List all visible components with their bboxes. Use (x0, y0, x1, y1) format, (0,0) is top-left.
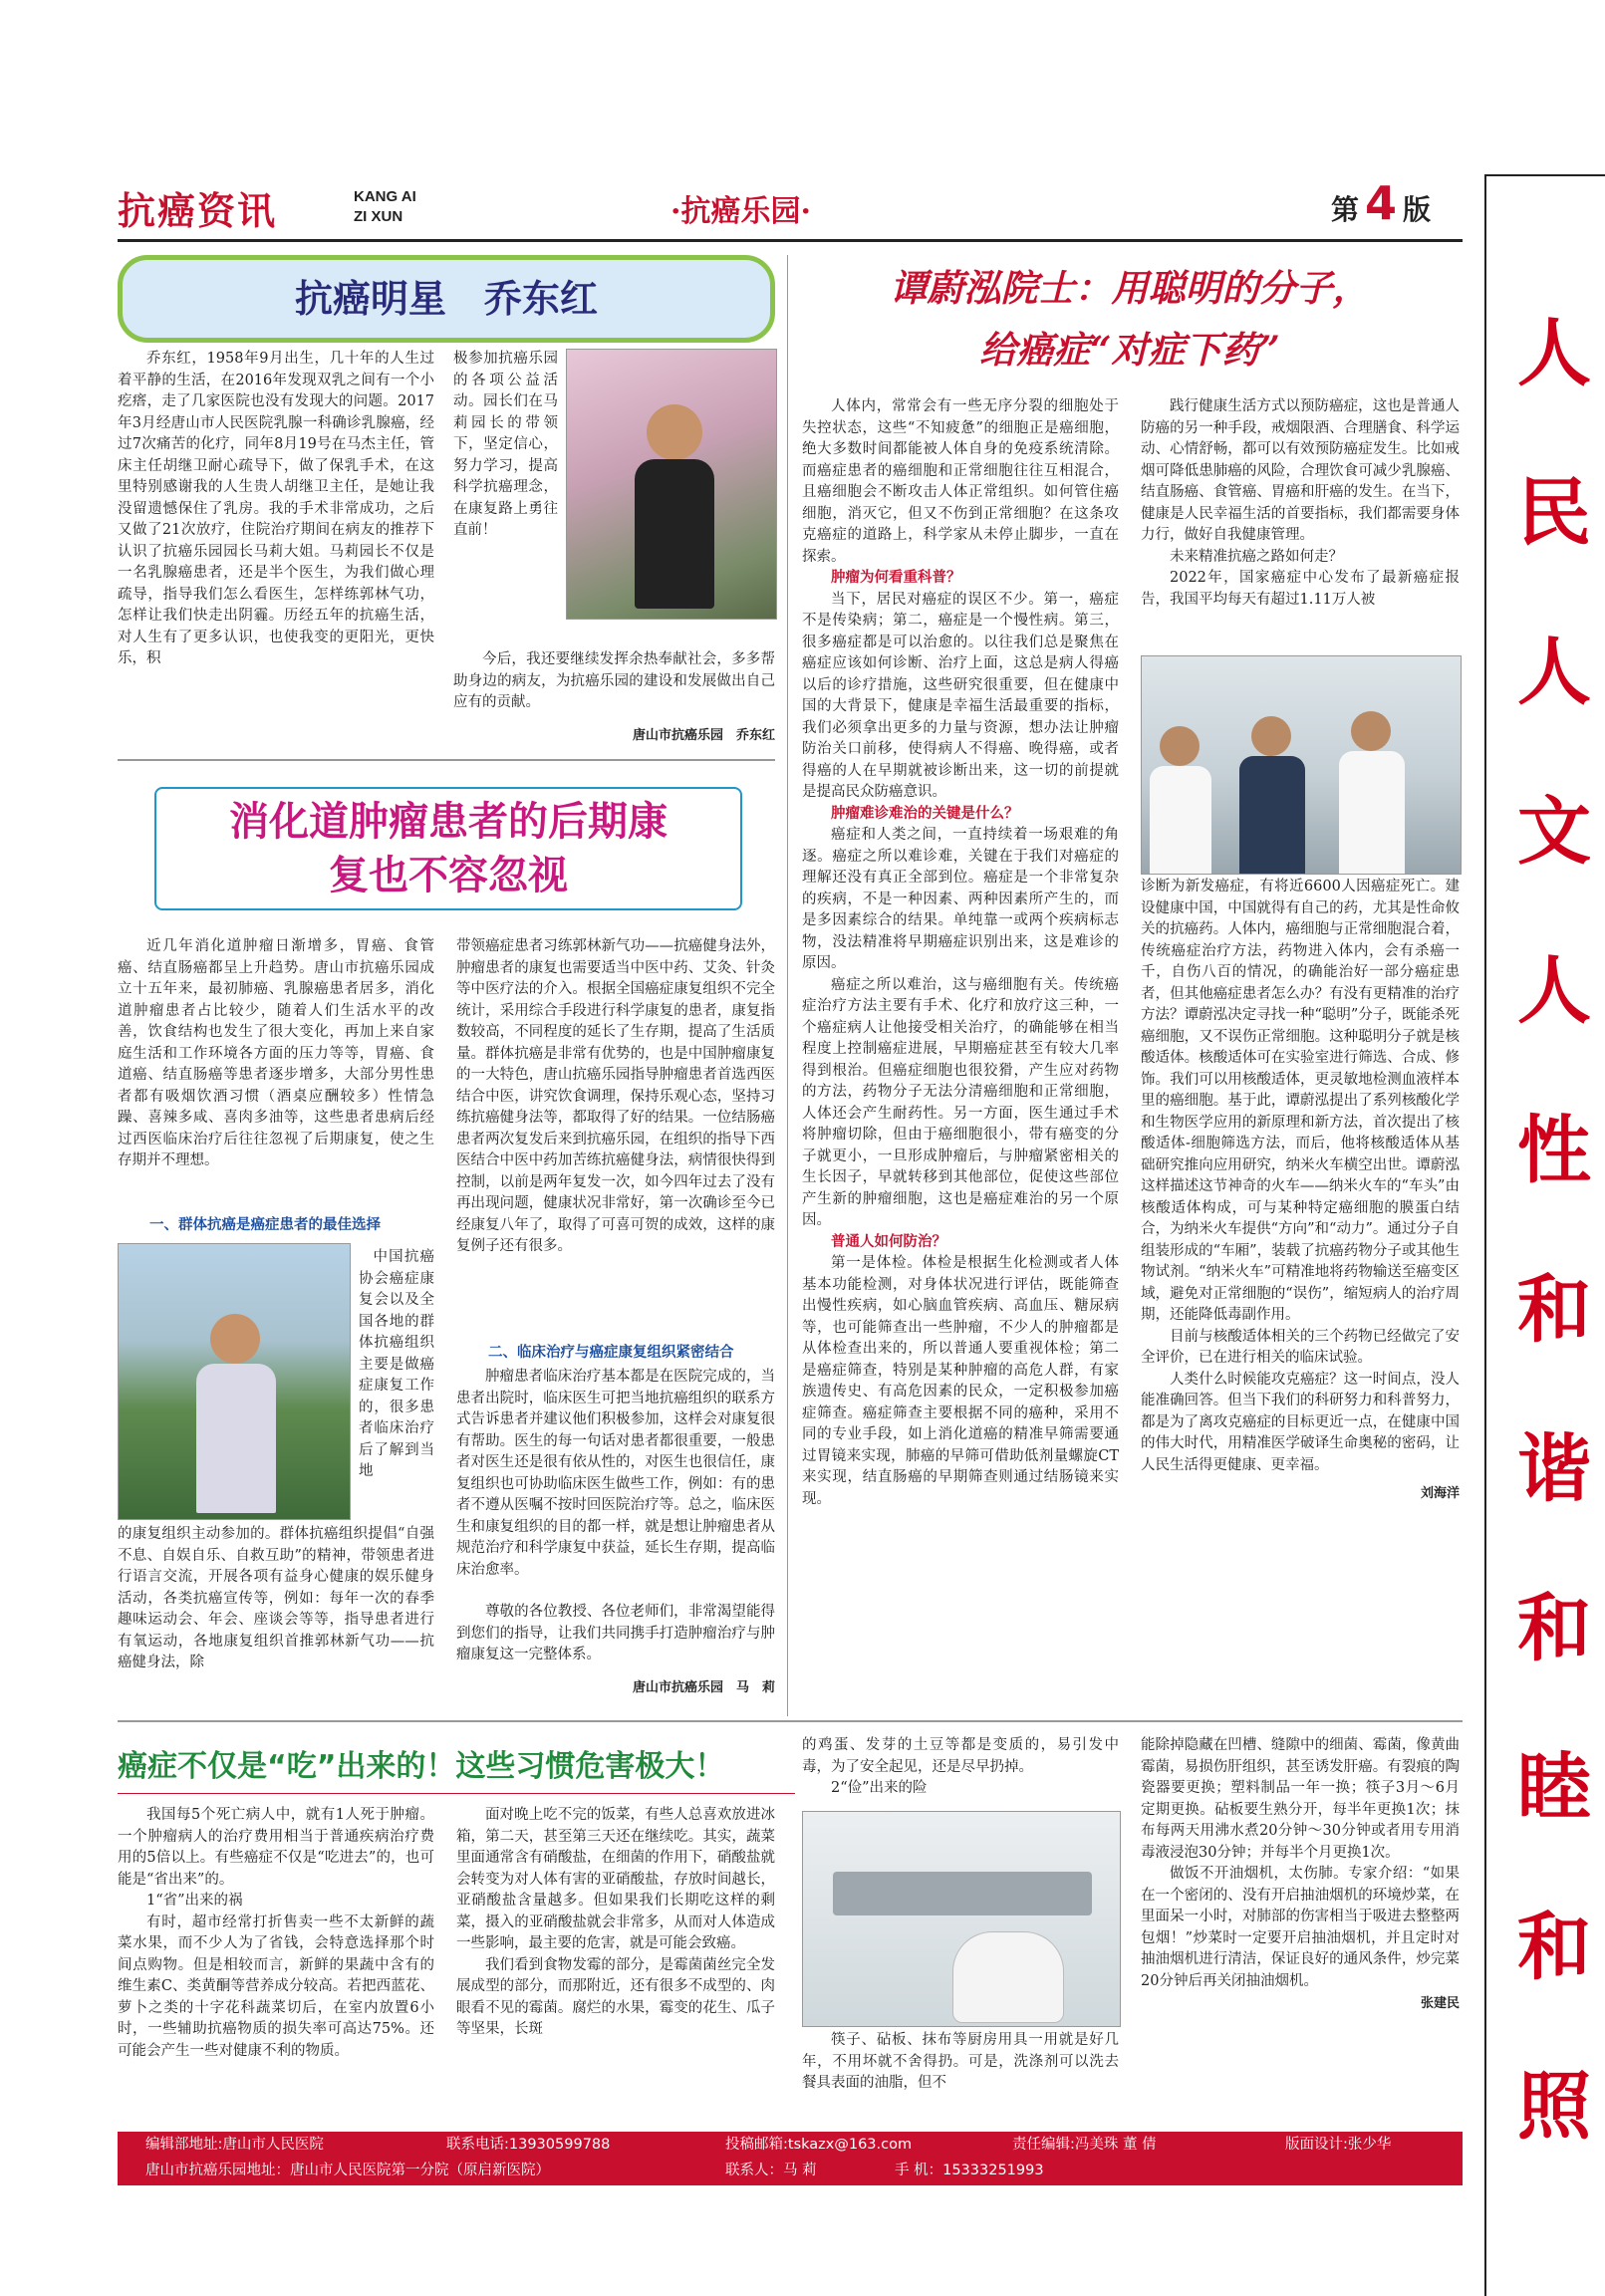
art3-lab-photo (1141, 655, 1462, 875)
art1-body-b: 极参加抗癌乐园的各项公益活动。园长们在马莉园长的带领下，坚定信心，努力学习，提高科学抗癌理念，在康复路上勇往直前！ (453, 351, 558, 538)
art4-para3: 面对晚上吃不完的饭菜，有些人总喜欢放进冰箱，第二天，甚至第三天还在继续吃。其实，蔬菜里面通常含有硝酸盐，在细菌的作用下，硝酸盐就会转变为对人体有害的亚硝酸盐，存放时间越长，亚硝酸盐含量越多。但如果我们长期吃这样的剩菜，摄入的亚硝酸盐就会非常多，从而对人体造成一些影响，最主要的危害，就是可能会致癌。 (456, 1807, 775, 1951)
lab-person-1-icon (1160, 726, 1200, 766)
side-slogan-char: 人 (1517, 948, 1591, 1034)
side-slogan-char: 人 (1517, 630, 1591, 715)
art3-col-b2 (1141, 877, 1460, 1501)
art3-para5: 第一是体检。体检是根据生化检测或者人体基本功能检测，对身体状况进行评估，既能筛查出慢性疾病，如心脑血管疾病、高血压、糖尿病等，也可能筛查出一些肿瘤，不少人的肿瘤都是从体检查出来的，所以普通人要重视体检；第二是癌症筛查，特别是某种肿瘤的高危人群，有家族遗传史、有高危因素的民众，一定积极参加癌症筛查。癌症筛查主要根据不同的癌种，采用不同的专业手段，如上消化道癌的精准早筛需要通过胃镜来实现，肺癌的早筛可借助低剂量螺旋CT来实现，结直肠癌的早期筛查则通过结肠镜来实现。 (802, 1255, 1119, 1507)
bottom-section-rule (118, 1720, 1463, 1722)
art4-para7: 能除掉隐藏在凹槽、缝隙中的细菌、霉菌，像黄曲霉菌，易损伤肝组织，甚至诱发肝癌。有裂痕的陶瓷器要更换；塑料制品一年一换；筷子3月～6月定期更换。砧板要生熟分开，每半年更换1次；抹布每两天用沸水煮20分钟～30分钟或者用专用消毒液浸泡30分钟；并每半个月更换1次。 (1141, 1737, 1460, 1861)
art4-para1: 我国每5个死亡病人中，就有1人死于肿瘤。一个肿瘤病人的治疗费用相当于普通疾病治疗费用的5倍以上。有些癌症不仅是“吃进去”的，也可能是“省出来”的。 (118, 1807, 434, 1888)
art4-para5: 的鸡蛋、发芽的土豆等都是变质的，易引发中毒，为了安全起见，还是尽早扔掉。 (802, 1737, 1119, 1775)
art2-title-line1: 消化道肿瘤患者的后期康 (229, 799, 668, 845)
art4-sub1: 1“省”出来的祸 (146, 1893, 243, 1909)
art2-title-line2: 复也不容忽视 (329, 853, 568, 898)
side-slogan-char: 和 (1517, 1905, 1591, 1990)
art4-range-hood-photo (802, 1811, 1121, 2027)
art3-para11: 人类什么时候能攻克癌症？这一时间点，没人能准确回答。但当下我们的科研努力和科普努力，都是为了离攻克癌症的目标更近一点，在健康中国的伟大时代，用精准医学破译生命奥秘的密码，让人民生活得更健康、更幸福。 (1141, 1371, 1460, 1473)
art4-para2: 有时，超市经常打折售卖一些不太新鲜的蔬菜水果，而不少人为了省钱，会特意选择那个时间点购物。但是相较而言，新鲜的果蔬中含有的维生素C、类黄酮等营养成分较高。若把西蓝花、萝卜之类的十字花科蔬菜切后，在室内放置6小时，一些辅助抗癌物质的损失率可高达75%。还可能会产生一些对健康不利的物质。 (118, 1913, 434, 2059)
art4-para4: 我们看到食物发霉的部分，是霉菌菌丝完全发展成型的部分，而那附近，还有很多不成型的、肉眼看不见的霉菌。腐烂的水果，霉变的花生、瓜子等坚果，长斑 (456, 1956, 775, 2037)
portrait-figure-icon (647, 404, 702, 460)
art2-title-box (154, 787, 742, 910)
art3-para6: 践行健康生活方式以预防癌症，这也是普通人防癌的另一种手段，戒烟限酒、合理膳食、科学运动、心情舒畅，都可以有效预防癌症发生。比如戒烟可降低患肺癌的风险，合理饮食可减少乳腺癌、结直肠癌、食管癌、胃癌和肝癌的发生。在当下，健康是人民幸福生活的首要指标，我们都需要身体力行，做好自我健康管理。 (1141, 398, 1460, 543)
art3-sub1: 肿瘤为何看重科普？ (831, 570, 961, 586)
side-slogan-char: 民 (1517, 470, 1591, 556)
art3-sub3: 普通人如何防治？ (831, 1233, 946, 1250)
range-hood-icon (833, 1872, 1092, 1915)
art4-col1 (118, 1805, 434, 2062)
photo-person-icon (210, 1314, 260, 1364)
page-number (1331, 176, 1431, 230)
masthead-rule (118, 239, 1463, 242)
lab-coat-3-icon (1339, 751, 1405, 874)
footer-address: 编辑部地址:唐山市人民医院 (145, 2137, 324, 2153)
side-slogan (1504, 299, 1604, 2211)
art2-sub2: 二、临床治疗与癌症康复组织紧密结合 (488, 1345, 734, 1361)
art3-para4: 癌症之所以难治，这与癌细胞有关。传统癌症治疗方法主要有手术、化疗和放疗这三种，一个癌症病人让他接受相关治疗，的确能够在相当程度上控制癌症进展，早期癌症甚至有较大几率得到根治。但癌症细胞也很狡猾，产生应对药物的方法，药物分子无法分清癌细胞和正常细胞，人体还会产生耐药性。另一方面，医生通过手术将肿瘤切除，但由于癌细胞很小，带有癌变的分子就更小，一旦形成肿瘤后，与肿瘤紧密相关的生长因子，早就转移到其他部位，促使这些部位产生新的肿瘤细胞，这也是癌症难治的另一个原因。 (802, 976, 1119, 1228)
footer-club-address: 唐山市抗癌乐园地址：唐山市人民医院第一分院（原启新医院） (145, 2163, 550, 2178)
art1-body-a: 乔东红，1958年9月出生，几十年的人生过着平静的生活，在2016年发现双乳之间有一个小疙瘩，走了几家医院也没有发现大的问题。2017年3月经唐山市人民医院乳腺一科确诊乳腺癌，经过7次痛苦的化疗，同年8月19号在马杰主任，管床主任胡继卫耐心疏导下，做了保乳手术，在这里特别感谢我的人生贵人胡继卫主任，是她让我没留遗憾保住了乳房。我的手术非常成功，之后又做了21次放疗，住院治疗期间在病友的推荐下认识了抗癌乐园园长马莉大姐。马莉园长不仅是一名乳腺癌患者，还是半个医生，为我们做心理疏导，指导我们怎么看医生，怎样练郭林气功，怎样让我们快走出阴霾。历经五年的抗癌生活，对人生有了更多认识，也使我变的更阳光，更快乐，积 (118, 351, 434, 666)
section-name: ·抗癌乐园· (670, 194, 811, 229)
masthead-pinyin-2: ZI XUN (354, 208, 403, 225)
art4-col2 (456, 1805, 775, 2041)
art3-byline: 刘海洋 (1420, 1486, 1460, 1501)
art3-para3: 癌症和人类之间，一直持续着一场艰难的角逐。癌症之所以难诊难，关键在于我们对癌症的理解还没有真正全部到位。癌症是一个非常复杂的疾病，不是一种因素、两种因素所产生的，而是多因素综合的结果。单纯靠一或两个疾病标志物，没法精准将早期癌症识别出来，这是难诊的原因。 (802, 827, 1119, 971)
side-slogan-char: 照 (1517, 2064, 1591, 2150)
art4-para8: 做饭不开油烟机，太伤肺。专家介绍：“如果在一个密闭的、没有开启抽油烟机的环境炒菜，在里面呆一小时，对肺部的伤害相当于吸进去整整两包烟！”炒菜时一定要开启抽油烟机，并且定时对抽油烟机进行清洁，保证良好的通风条件，炒完菜20分钟后再关闭抽油烟机。 (1141, 1866, 1460, 1989)
footer (118, 2132, 1463, 2185)
masthead-pinyin-1: KANG AI (354, 188, 416, 205)
art3-col-a (802, 396, 1119, 1510)
lab-person-2-icon (1251, 716, 1291, 756)
art2-col2: 带领癌症患者习练郭林新气功——抗癌健身法外，肿瘤患者的康复也需要适当中医中药、艾灸、针灸等中医疗法的介入。根据全国癌症康复组织不完全统计，采用综合手段进行科学康复的患者，康复指数较高，不同程度的延长了生存期，提高了生活质量。群体抗癌是非常有优势的，也是中国肿瘤康复的一大特色，唐山抗癌乐园指导肿瘤患者首选西医结合中医，讲究饮食调理，保持乐观心态，坚持习练抗癌健身法等，都取得了好的结果。一位结肠癌患者两次复发后来到抗癌乐园，在组织的指导下西医结合中医中药加苦练抗癌健身法，病情很快得到控制，以前是两年复发一次，如今四年过去了没有再出现问题，健康状况非常好，第一次确诊至今已经康复八年了，取得了可喜可贺的成效，这样的康复例子还有很多。 (456, 938, 775, 1254)
art4-para6: 筷子、砧板、抹布等厨房用具一用就是好几年，不用坏就不舍得扔。可是，洗涤剂可以洗去餐具表面的油脂，但不 (802, 2032, 1119, 2091)
page-num: 4 (1365, 176, 1398, 230)
art4-title-underline (118, 1793, 795, 1794)
side-slogan-char: 睦 (1517, 1745, 1591, 1831)
masthead-logo: 抗癌资讯 (118, 188, 278, 233)
art3-para1: 人体内，常常会有一些无序分裂的细胞处于失控状态，这些“不知疲惫”的细胞正是癌细胞，绝大多数时间都能被人体自身的免疫系统清除。而癌症患者的癌细胞和正常细胞往往互相混合，且癌细胞会不断攻击人体正常组织。如何管住癌细胞，消灭它，但又不伤到正常细胞？在这条攻克癌症的道路上，科学家从未停止脚步，一直在探索。 (802, 398, 1119, 565)
art4-sub2: 2“俭”出来的险 (831, 1780, 928, 1796)
art2-col1c: 的康复组织主动参加的。群体抗癌组织提倡“自强不息、自娱自乐、自救互助”的精神，带领患者进行语言交流，开展各项有益身心健康的娱乐健身活动，各类抗癌宣传等，例如：每年一次的春季趣味运动会、年会、座谈会等等，指导患者进行有氧运动，各地康复组织首推郭林新气功——抗癌健身法，除 (118, 1526, 434, 1670)
art2-col2c: 尊敬的各位教授、各位老师们，非常渴望能得到您们的指导，让我们共同携手打造肿瘤治疗与肿瘤康复这一完整体系。 (456, 1604, 775, 1662)
art1-body-c: 今后，我还要继续发挥余热奉献社会，多多帮助身边的病友，为抗癌乐园的建设和发展做出自己应有的贡献。 (453, 651, 775, 710)
art3-col-b (1141, 396, 1460, 611)
art3-para7: 未来精准抗癌之路如何走？ (1170, 548, 1343, 565)
art1-portrait-photo (566, 349, 777, 620)
art3-sub2: 肿瘤难诊难治的关键是什么？ (831, 805, 1019, 822)
lab-person-3-icon (1351, 711, 1391, 751)
side-slogan-char: 和 (1517, 1267, 1591, 1353)
column-divider (787, 255, 788, 1716)
art2-byline: 唐山市抗癌乐园 马 莉 (632, 1680, 775, 1695)
footer-phone: 联系电话:13930599788 (446, 2137, 611, 2153)
art3-title-line1: 谭蔚泓院士：用聪明的分子， (890, 266, 1370, 310)
art3-para2: 当下，居民对癌症的误区不少。第一，癌症不是传染病；第二，癌症是一个慢性病。第三，很多癌症都是可以治愈的。以往我们总是聚焦在癌症应该如何诊断、治疗上面，这总是病人得癌以后的诊疗措施，这些研究很重要，但在健康中国的大背景下，健康是幸福生活最重要的指标，我们必须拿出更多的力量与资源，想办法让肿瘤防治关口前移，使得病人不得癌、晚得癌，或者得癌的人在早期就被诊断出来，这一切的前提就是提高民众防癌意识。 (802, 591, 1119, 800)
art2-sub1: 一、群体抗癌是癌症患者的最佳选择 (149, 1217, 381, 1233)
art4-col3 (802, 1735, 1119, 1800)
lab-coat-1-icon (1150, 766, 1211, 874)
side-slogan-char: 和 (1517, 1586, 1591, 1671)
page-suffix: 版 (1403, 193, 1432, 226)
art3-title (797, 257, 1463, 381)
hand-icon (952, 1931, 1064, 2023)
side-slogan-char: 谐 (1517, 1426, 1591, 1512)
art3-para8: 2022年，国家癌症中心发布了最新癌症报告，我国平均每天有超过1.11万人被 (1141, 570, 1460, 608)
art1-divider (118, 759, 775, 761)
art1-byline: 唐山市抗癌乐园 乔东红 (632, 728, 775, 743)
side-slogan-char: 性 (1517, 1108, 1591, 1193)
masthead (118, 174, 1463, 236)
art2-photo (118, 1243, 351, 1520)
art4-byline: 张建民 (1420, 1996, 1460, 2011)
art1-title-box (118, 255, 775, 343)
art3-para10: 目前与核酸适体相关的三个药物已经做完了安全评价，已在进行相关的临床试验。 (1141, 1328, 1460, 1366)
art2-col1: 近几年消化道肿瘤日渐增多，胃癌、食管癌、结直肠癌都呈上升趋势。唐山市抗癌乐园成立十五年来，最初肺癌、乳腺癌患者居多，消化道肿瘤患者占比较少，随着人们生活水平的改善，饮食结构也发生了很大变化，再加上来自家庭生活和工作环境各方面的压力等等，胃癌、食道癌、结直肠癌等患者逐步增多，大部分男性患者都有吸烟饮酒习惯（酒桌应酬较多）性情急躁、喜辣多咸、喜肉多油等，这些患者患病后经过西医临床治疗后往往忽视了后期康复，使之生存期并不理想。 (118, 938, 434, 1168)
lab-coat-2-icon (1239, 756, 1305, 874)
footer-mobile: 手 机：15333251993 (895, 2163, 1044, 2178)
footer-editors: 责任编辑:冯美珠 董 倩 (1012, 2137, 1157, 2153)
art1-title: 抗癌明星 乔东红 (294, 277, 598, 321)
art4-title: 癌症不仅是“吃”出来的！这些习惯危害极大！ (118, 1749, 725, 1784)
photo-person-body-icon (196, 1364, 276, 1513)
art3-title-line2: 给癌症“对症下药” (979, 328, 1280, 372)
art3-para9: 诊断为新发癌症，有将近6600人因癌症死亡。建设健康中国，中国就得有自己的药，尤其是性命攸关的抗癌药。人体内，癌细胞与正常细胞混合着，传统癌症治疗方法，药物进入体内，会有杀癌一千，自伤八百的情况，的确能治好一部分癌症患者，但其他癌症患者怎么办？有没有更精准的治疗方法？谭蔚泓决定寻找一种“聪明”分子，既能杀死癌细胞，又不误伤正常细胞。这种聪明分子就是核酸适体。核酸适体可在实验室进行筛选、合成、修饰。我们可以用核酸适体，更灵敏地检测血液样本里的癌细胞。基于此，谭蔚泓提出了系列核酸化学和生物医学应用的新原理和新方法，首次提出了核酸适体-细胞筛选方法，而后，他将核酸适体从基础研究推向应用研究，纳米火车横空出世。谭蔚泓这样描述这节神奇的火车——纳米火车的“车头”由核酸适体构成，可与某种特定癌细胞的膜蛋白结合，为纳米火车提供“方向”和“动力”。通过分子自组装形成的“车厢”，装载了抗癌药物分子或其他生物试剂。“纳米火车”可精准地将药物输送至癌变区域，避免对正常细胞的“误伤”，缩短病人的治疗周期，还能降低毒副作用。 (1141, 879, 1460, 1323)
side-slogan-char: 文 (1517, 789, 1591, 875)
portrait-body-icon (635, 459, 714, 609)
art2-col2b: 肿瘤患者临床治疗基本都是在医院完成的，当患者出院时，临床医生可把当地抗癌组织的联系方式告诉患者并建议他们积极参加，这样会对康复很有帮助。医生的每一句话对患者都很重要，一般患者对医生还是很有依从性的，对医生也很信任，康复组织也可协助临床医生做些工作，例如：有的患者不遵从医嘱不按时回医院治疗等。总之，临床医生和康复组织的目的都一样，就是想让肿瘤患者从规范治疗和科学康复中获益，延长生存期，提高临床治愈率。 (456, 1369, 775, 1578)
footer-designer: 版面设计:张少华 (1285, 2137, 1392, 2153)
art4-col4 (1141, 1735, 1460, 2011)
footer-email: 投稿邮箱:tskazx@163.com (725, 2137, 913, 2153)
footer-contact: 联系人：马 莉 (725, 2163, 817, 2178)
art2-col1b: 中国抗癌协会癌症康复会以及全国各地的群体抗癌组织主要是做癌症康复工作的，很多患者临床治疗后了解到当地 (359, 1249, 434, 1479)
page-prefix: 第 (1331, 193, 1360, 226)
side-slogan-char: 人 (1517, 311, 1591, 396)
